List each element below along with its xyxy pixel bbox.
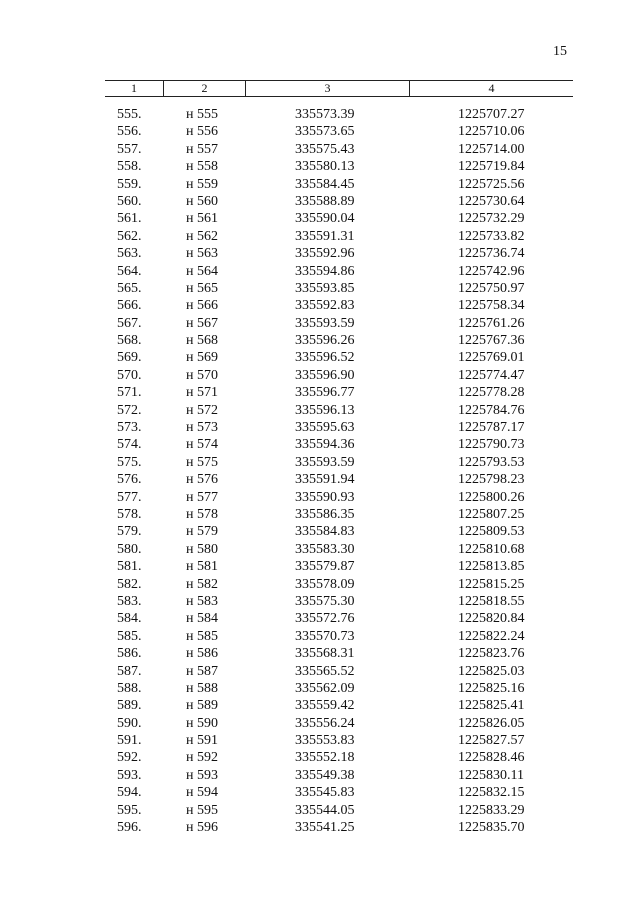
- coord-x: 335541.25: [295, 820, 355, 836]
- coord-x: 335556.24: [295, 715, 355, 731]
- coord-x: 335590.04: [295, 211, 355, 227]
- point-name: н 557: [186, 141, 218, 157]
- coord-y: 1225818.55: [458, 593, 525, 609]
- row-number: 569.: [117, 350, 142, 366]
- table-row: [105, 402, 573, 419]
- table-row: [105, 210, 573, 227]
- table-row: [105, 819, 573, 836]
- point-name: н 578: [186, 506, 218, 522]
- table-row: [105, 732, 573, 749]
- point-name: н 558: [186, 159, 218, 175]
- coord-y: 1225828.46: [458, 750, 525, 766]
- coord-y: 1225822.24: [458, 628, 525, 644]
- header-col-2: 2: [163, 81, 245, 96]
- table-row: [105, 767, 573, 784]
- table-row: [105, 576, 573, 593]
- table-row: [105, 436, 573, 453]
- coord-x: 335565.52: [295, 663, 355, 679]
- point-name: н 565: [186, 280, 218, 296]
- coord-y: 1225810.68: [458, 541, 525, 557]
- point-name: н 563: [186, 246, 218, 262]
- coord-y: 1225815.25: [458, 576, 525, 592]
- row-number: 563.: [117, 246, 142, 262]
- point-name: н 596: [186, 820, 218, 836]
- point-name: н 575: [186, 454, 218, 470]
- table-row: [105, 610, 573, 627]
- table-row: [105, 297, 573, 314]
- coord-y: 1225800.26: [458, 489, 525, 505]
- point-name: н 582: [186, 576, 218, 592]
- table-header: [105, 80, 573, 97]
- coord-x: 335559.42: [295, 698, 355, 714]
- coord-x: 335568.31: [295, 646, 355, 662]
- coord-x: 335591.31: [295, 228, 355, 244]
- row-number: 570.: [117, 367, 142, 383]
- table-row: [105, 645, 573, 662]
- table-row: [105, 471, 573, 488]
- point-name: н 584: [186, 611, 218, 627]
- coord-x: 335593.59: [295, 454, 355, 470]
- table-row: [105, 419, 573, 436]
- coord-y: 1225732.29: [458, 211, 525, 227]
- row-number: 581.: [117, 559, 142, 575]
- coord-x: 335591.94: [295, 472, 355, 488]
- table-body: [105, 106, 573, 836]
- row-number: 587.: [117, 663, 142, 679]
- coord-y: 1225830.11: [458, 767, 524, 783]
- row-number: 594.: [117, 785, 142, 801]
- coord-y: 1225784.76: [458, 402, 525, 418]
- point-name: н 591: [186, 733, 218, 749]
- row-number: 564.: [117, 263, 142, 279]
- table-row: [105, 228, 573, 245]
- point-name: н 566: [186, 298, 218, 314]
- point-name: н 562: [186, 228, 218, 244]
- coord-x: 335596.77: [295, 385, 355, 401]
- row-number: 588.: [117, 680, 142, 696]
- coord-y: 1225798.23: [458, 472, 525, 488]
- coord-y: 1225742.96: [458, 263, 525, 279]
- coord-x: 335595.63: [295, 420, 355, 436]
- row-number: 583.: [117, 593, 142, 609]
- point-name: н 573: [186, 420, 218, 436]
- coord-y: 1225767.36: [458, 333, 525, 349]
- table-row: [105, 315, 573, 332]
- table-row: [105, 593, 573, 610]
- point-name: н 595: [186, 802, 218, 818]
- coord-y: 1225835.70: [458, 820, 525, 836]
- table-row: [105, 141, 573, 158]
- table-row: [105, 280, 573, 297]
- point-name: н 564: [186, 263, 218, 279]
- coord-x: 335596.13: [295, 402, 355, 418]
- coord-x: 335573.39: [295, 107, 355, 122]
- row-number: 557.: [117, 141, 142, 157]
- table-row: [105, 106, 573, 123]
- table-row: [105, 384, 573, 401]
- table-row: [105, 332, 573, 349]
- point-name: н 594: [186, 785, 218, 801]
- coord-x: 335553.83: [295, 733, 355, 749]
- coord-x: 335596.90: [295, 367, 355, 383]
- table-row: [105, 454, 573, 471]
- table-row: [105, 349, 573, 366]
- coord-x: 335544.05: [295, 802, 355, 818]
- row-number: 589.: [117, 698, 142, 714]
- row-number: 558.: [117, 159, 142, 175]
- row-number: 571.: [117, 385, 142, 401]
- row-number: 586.: [117, 646, 142, 662]
- row-number: 555.: [117, 107, 142, 122]
- table-row: [105, 541, 573, 558]
- coord-x: 335572.76: [295, 611, 355, 627]
- table-row: [105, 506, 573, 523]
- point-name: н 580: [186, 541, 218, 557]
- point-name: н 567: [186, 315, 218, 331]
- row-number: 580.: [117, 541, 142, 557]
- row-number: 566.: [117, 298, 142, 314]
- coord-y: 1225826.05: [458, 715, 525, 731]
- point-name: н 581: [186, 559, 218, 575]
- coord-y: 1225825.16: [458, 680, 525, 696]
- coord-y: 1225719.84: [458, 159, 525, 175]
- row-number: 585.: [117, 628, 142, 644]
- table-row: [105, 263, 573, 280]
- coord-y: 1225774.47: [458, 367, 525, 383]
- coord-y: 1225832.15: [458, 785, 525, 801]
- coord-x: 335596.52: [295, 350, 355, 366]
- point-name: н 571: [186, 385, 218, 401]
- coord-x: 335592.96: [295, 246, 355, 262]
- point-name: н 579: [186, 524, 218, 540]
- row-number: 559.: [117, 176, 142, 192]
- coord-y: 1225750.97: [458, 280, 525, 296]
- coord-y: 1225813.85: [458, 559, 525, 575]
- row-number: 576.: [117, 472, 142, 488]
- header-col-1: 1: [131, 81, 137, 95]
- coord-x: 335562.09: [295, 680, 355, 696]
- row-number: 560.: [117, 193, 142, 209]
- row-number: 574.: [117, 437, 142, 453]
- row-number: 590.: [117, 715, 142, 731]
- coord-x: 335590.93: [295, 489, 355, 505]
- row-number: 556.: [117, 124, 142, 140]
- coord-y: 1225736.74: [458, 246, 525, 262]
- coord-x: 335578.09: [295, 576, 355, 592]
- coord-y: 1225820.84: [458, 611, 525, 627]
- point-name: н 577: [186, 489, 218, 505]
- point-name: н 587: [186, 663, 218, 679]
- point-name: н 572: [186, 402, 218, 418]
- table-row: [105, 367, 573, 384]
- table-row: [105, 523, 573, 540]
- row-number: 592.: [117, 750, 142, 766]
- coord-y: 1225758.34: [458, 298, 525, 314]
- point-name: н 555: [186, 107, 218, 122]
- coord-x: 335549.38: [295, 767, 355, 783]
- row-number: 567.: [117, 315, 142, 331]
- table-row: [105, 697, 573, 714]
- coord-x: 335552.18: [295, 750, 355, 766]
- table-row: [105, 176, 573, 193]
- coord-y: 1225778.28: [458, 385, 525, 401]
- point-name: н 583: [186, 593, 218, 609]
- point-name: н 590: [186, 715, 218, 731]
- row-number: 573.: [117, 420, 142, 436]
- header-col-4: 4: [409, 81, 573, 96]
- coord-y: 1225809.53: [458, 524, 525, 540]
- table-row: [105, 802, 573, 819]
- point-name: н 589: [186, 698, 218, 714]
- point-name: н 586: [186, 646, 218, 662]
- table-row: [105, 245, 573, 262]
- point-name: н 561: [186, 211, 218, 227]
- coord-y: 1225725.56: [458, 176, 525, 192]
- point-name: н 593: [186, 767, 218, 783]
- row-number: 596.: [117, 820, 142, 836]
- point-name: н 560: [186, 193, 218, 209]
- row-number: 561.: [117, 211, 142, 227]
- row-number: 562.: [117, 228, 142, 244]
- row-number: 595.: [117, 802, 142, 818]
- table-row: [105, 715, 573, 732]
- page-number: 15: [553, 44, 567, 59]
- coord-y: 1225714.00: [458, 141, 525, 157]
- coord-x: 335573.65: [295, 124, 355, 140]
- table-row: [105, 558, 573, 575]
- coord-y: 1225761.26: [458, 315, 525, 331]
- row-number: 577.: [117, 489, 142, 505]
- point-name: н 585: [186, 628, 218, 644]
- coord-x: 335580.13: [295, 159, 355, 175]
- point-name: н 570: [186, 367, 218, 383]
- coord-y: 1225825.03: [458, 663, 525, 679]
- coord-y: 1225787.17: [458, 420, 525, 436]
- table-row: [105, 193, 573, 210]
- table-row: [105, 680, 573, 697]
- row-number: 572.: [117, 402, 142, 418]
- coord-x: 335584.45: [295, 176, 355, 192]
- coord-x: 335593.59: [295, 315, 355, 331]
- coord-x: 335593.85: [295, 280, 355, 296]
- coord-y: 1225733.82: [458, 228, 525, 244]
- row-number: 579.: [117, 524, 142, 540]
- table-row: [105, 489, 573, 506]
- coord-y: 1225730.64: [458, 193, 525, 209]
- coord-x: 335584.83: [295, 524, 355, 540]
- table-row: [105, 158, 573, 175]
- coord-y: 1225807.25: [458, 506, 525, 522]
- coord-y: 1225825.41: [458, 698, 525, 714]
- coord-x: 335588.89: [295, 193, 355, 209]
- point-name: н 568: [186, 333, 218, 349]
- coord-x: 335579.87: [295, 559, 355, 575]
- point-name: н 559: [186, 176, 218, 192]
- coord-x: 335570.73: [295, 628, 355, 644]
- coord-x: 335583.30: [295, 541, 355, 557]
- coord-x: 335594.86: [295, 263, 355, 279]
- point-name: н 592: [186, 750, 218, 766]
- row-number: 582.: [117, 576, 142, 592]
- coord-x: 335592.83: [295, 298, 355, 314]
- coord-y: 1225827.57: [458, 733, 525, 749]
- coord-y: 1225823.76: [458, 646, 525, 662]
- coord-x: 335575.43: [295, 141, 355, 157]
- coord-y: 1225707.27: [458, 107, 525, 122]
- point-name: н 576: [186, 472, 218, 488]
- point-name: н 574: [186, 437, 218, 453]
- row-number: 591.: [117, 733, 142, 749]
- row-number: 565.: [117, 280, 142, 296]
- table-row: [105, 123, 573, 140]
- row-number: 593.: [117, 767, 142, 783]
- row-number: 584.: [117, 611, 142, 627]
- coord-x: 335575.30: [295, 593, 355, 609]
- coord-x: 335596.26: [295, 333, 355, 349]
- coord-x: 335545.83: [295, 785, 355, 801]
- table-row: [105, 663, 573, 680]
- coord-x: 335594.36: [295, 437, 355, 453]
- row-number: 578.: [117, 506, 142, 522]
- point-name: н 556: [186, 124, 218, 140]
- coord-y: 1225769.01: [458, 350, 525, 366]
- point-name: н 569: [186, 350, 218, 366]
- coord-y: 1225793.53: [458, 454, 525, 470]
- table-row: [105, 784, 573, 801]
- header-col-3: 3: [245, 81, 409, 96]
- coord-y: 1225790.73: [458, 437, 525, 453]
- coord-x: 335586.35: [295, 506, 355, 522]
- point-name: н 588: [186, 680, 218, 696]
- row-number: 575.: [117, 454, 142, 470]
- coord-y: 1225710.06: [458, 124, 525, 140]
- coord-y: 1225833.29: [458, 802, 525, 818]
- row-number: 568.: [117, 333, 142, 349]
- table-row: [105, 749, 573, 766]
- table-row: [105, 628, 573, 645]
